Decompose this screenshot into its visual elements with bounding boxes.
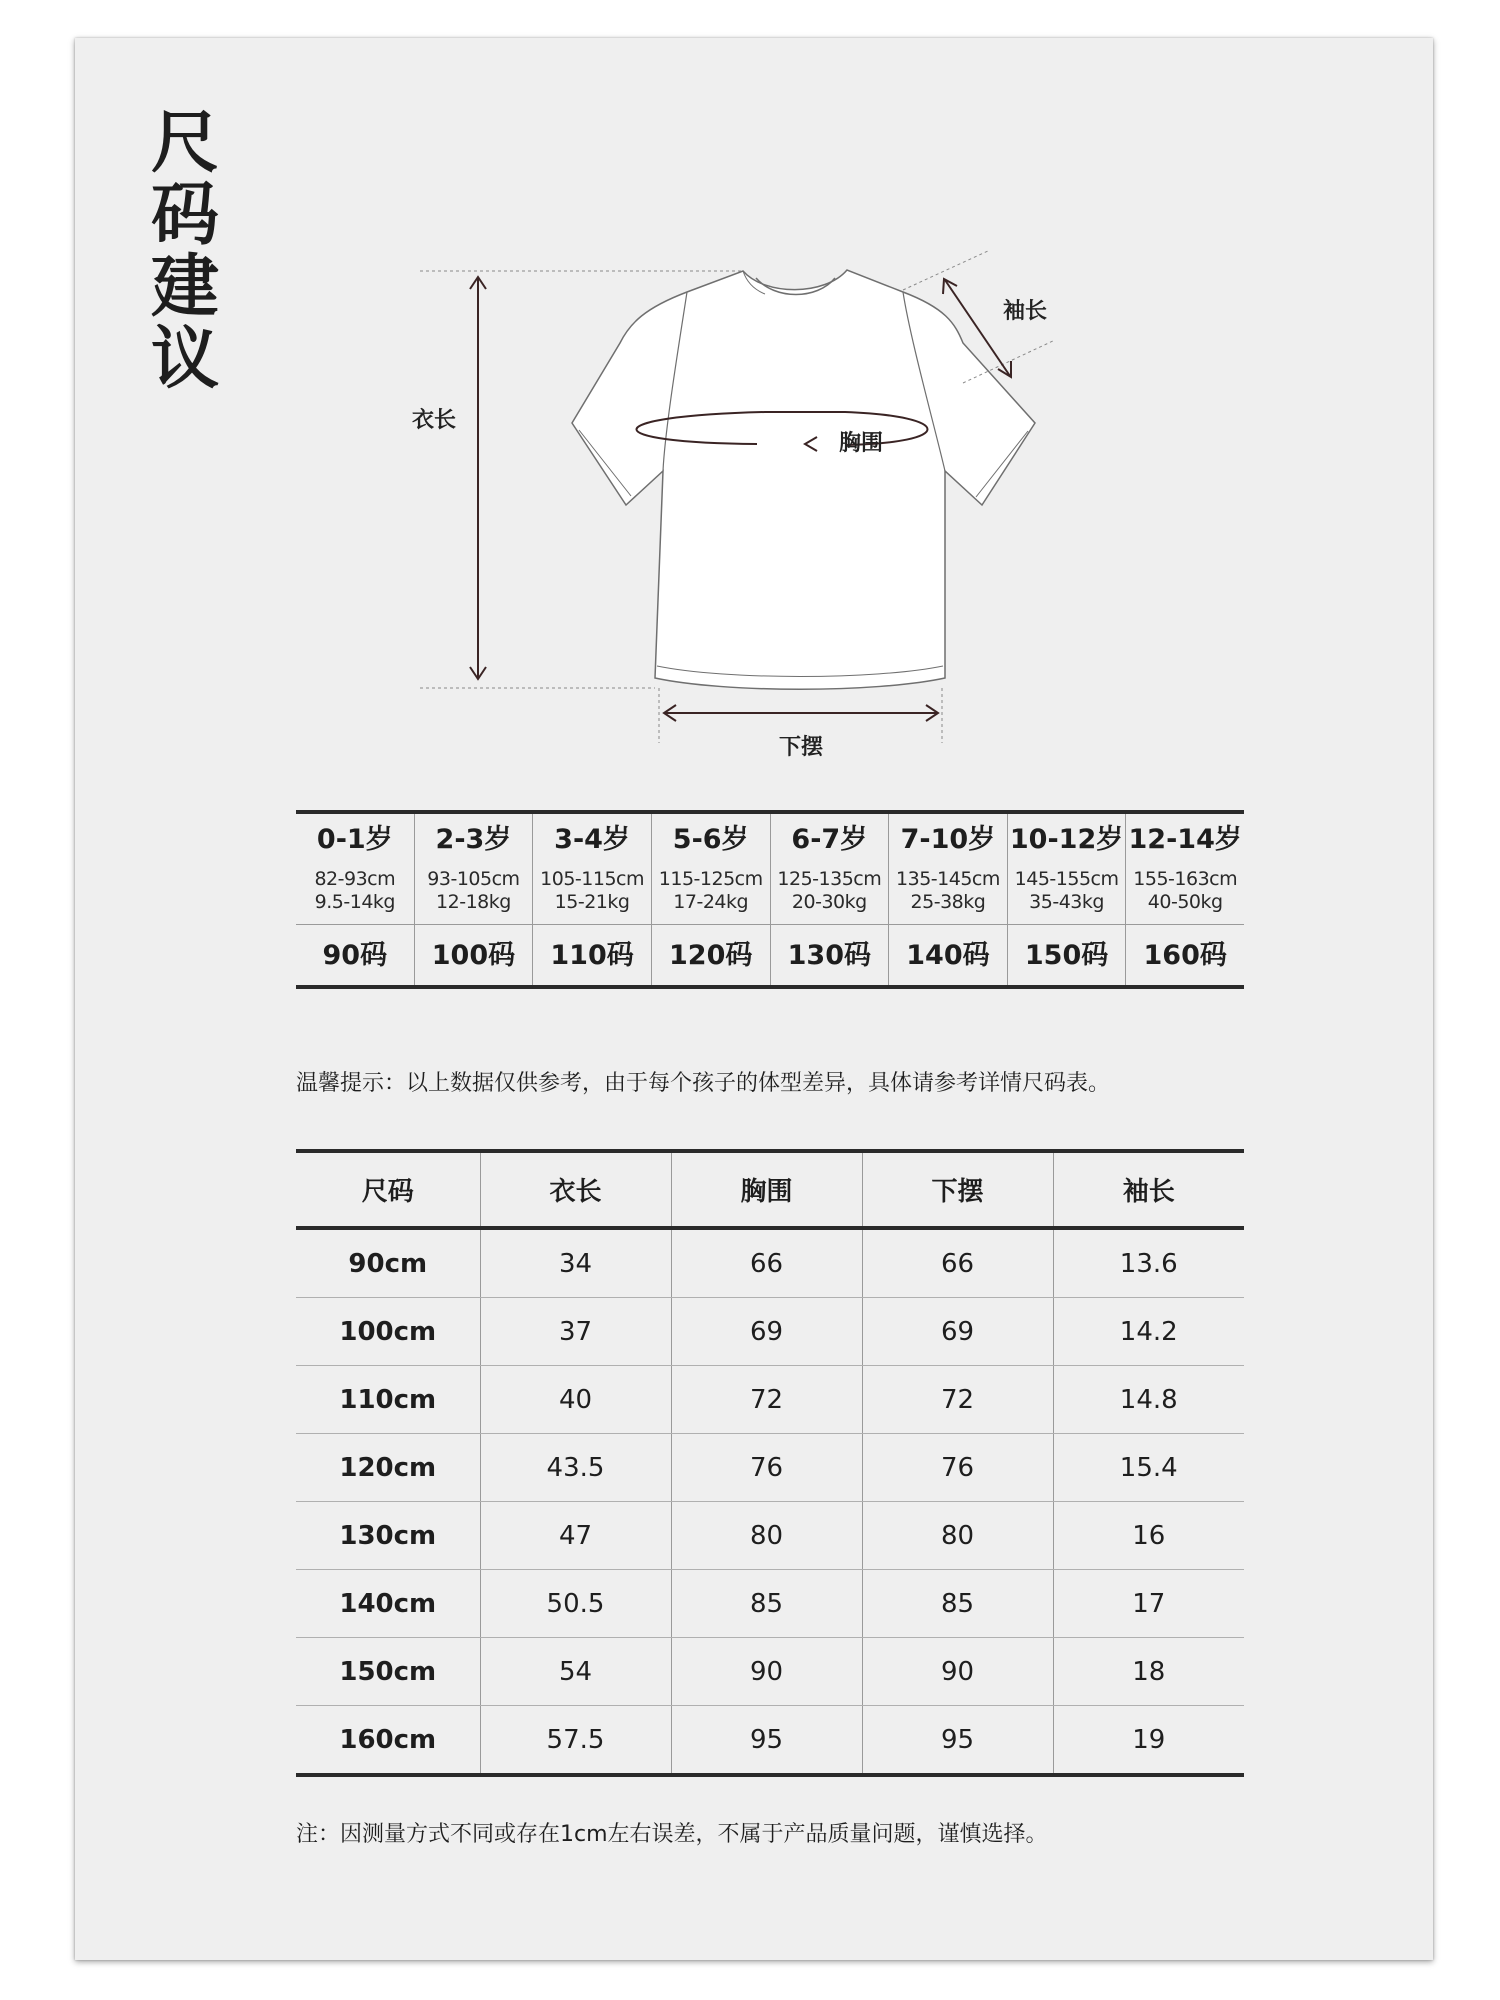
page-title: 尺码 建议 [150,104,219,399]
size-code: 90码 [296,924,414,985]
size-guide-card [75,38,1433,1960]
size-column [652,814,771,985]
table-row [296,1502,1244,1570]
age-range: 3-4岁 [554,824,630,855]
age-range: 0-1岁 [316,824,393,855]
weight-range: 12-18kg [436,891,511,913]
age-range: 5-6岁 [672,824,749,855]
table-cell: 120cm [296,1434,480,1502]
table-cell: 100cm [296,1298,480,1366]
table-cell: 19 [1053,1706,1244,1776]
column-header: 尺码 [361,1177,414,1207]
table-cell: 95 [671,1706,862,1776]
tip-note: 温馨提示：以上数据仅供参考，由于每个孩子的体型差异，具体请参考详情尺码表。 [296,1071,1111,1096]
column-header: 衣长 [480,1151,671,1228]
table-cell: 69 [862,1298,1053,1366]
table-cell: 17 [1053,1570,1244,1638]
weight-range: 35-43kg [1029,891,1104,913]
size-column [415,814,534,985]
table-cell: 14.8 [1053,1366,1244,1434]
weight-range: 17-24kg [673,891,749,913]
size-code: 100码 [415,924,533,985]
table-cell: 50.5 [480,1570,671,1638]
table-cell: 13.6 [1053,1228,1244,1298]
table-cell: 15.4 [1053,1434,1244,1502]
size-code: 160码 [1126,924,1244,985]
age-range: 12-14岁 [1128,824,1242,855]
table-cell: 37 [480,1298,671,1366]
size-code: 150码 [1008,924,1126,985]
size-column [1008,814,1127,985]
weight-range: 9.5-14kg [314,891,395,913]
height-range: 125-135cm [777,868,882,890]
length-arrow-icon [470,277,486,679]
table-cell: 90 [862,1638,1053,1706]
table-cell: 110cm [296,1366,480,1434]
hem-arrow-icon [664,705,938,721]
table-cell: 34 [480,1228,671,1298]
table-row [296,1706,1244,1776]
table-cell: 57.5 [480,1706,671,1776]
table-cell: 54 [480,1638,671,1706]
table-cell: 16 [1053,1502,1244,1570]
height-range: 82-93cm [314,868,396,890]
table-cell: 76 [671,1434,862,1502]
age-range: 7-10岁 [900,824,996,855]
weight-range: 20-30kg [791,891,867,913]
table-cell: 80 [862,1502,1053,1570]
size-recommendation-table [296,810,1244,989]
table-cell: 85 [862,1570,1053,1638]
size-code: 120码 [652,924,770,985]
tshirt-outline-icon [572,270,1035,689]
table-cell: 47 [480,1502,671,1570]
size-code: 110码 [533,924,651,985]
table-cell: 72 [671,1366,862,1434]
table-cell: 66 [671,1228,862,1298]
table-cell: 40 [480,1366,671,1434]
length-label: 衣长 [412,408,457,433]
column-header: 胸围 [671,1151,862,1228]
table-cell: 18 [1053,1638,1244,1706]
height-range: 155-163cm [1133,868,1238,890]
table-row [296,1298,1244,1366]
table-row [296,1366,1244,1434]
size-column [296,814,415,985]
weight-range: 15-21kg [554,891,630,913]
table-cell: 72 [862,1366,1053,1434]
table-cell: 69 [671,1298,862,1366]
table-cell: 90cm [296,1228,480,1298]
table-cell: 160cm [296,1706,480,1776]
height-range: 115-125cm [658,868,763,890]
column-header: 袖长 [1053,1151,1244,1228]
size-code: 130码 [771,924,889,985]
table-row [296,1570,1244,1638]
height-range: 135-145cm [896,868,1000,890]
column-header: 下摆 [862,1151,1053,1228]
table-header-row [296,1151,1244,1228]
height-range: 93-105cm [427,868,520,890]
weight-range: 25-38kg [910,891,986,913]
age-range: 10-12岁 [1009,824,1124,855]
table-cell: 90 [671,1638,862,1706]
chest-label: 胸围 [839,431,884,456]
age-range: 6-7岁 [791,824,868,855]
size-column [771,814,890,985]
table-cell: 80 [671,1502,862,1570]
height-range: 105-115cm [540,868,644,890]
weight-range: 40-50kg [1147,891,1223,913]
age-range: 2-3岁 [435,824,512,855]
disclaimer-note: 注：因测量方式不同或存在1cm左右误差，不属于产品质量问题，谨慎选择。 [296,1822,1048,1847]
height-range: 145-155cm [1014,868,1119,890]
sleeve-label: 袖长 [1003,299,1048,324]
table-cell: 14.2 [1053,1298,1244,1366]
table-cell: 76 [862,1434,1053,1502]
table-cell: 66 [862,1228,1053,1298]
size-column [889,814,1008,985]
measurement-table [296,1149,1244,1777]
tshirt-diagram [75,38,1433,798]
hem-label: 下摆 [779,735,824,760]
table-row [296,1228,1244,1298]
table-cell: 130cm [296,1502,480,1570]
size-column [1126,814,1244,985]
table-cell: 43.5 [480,1434,671,1502]
table-row [296,1638,1244,1706]
table-cell: 150cm [296,1638,480,1706]
table-cell: 85 [671,1570,862,1638]
size-code: 140码 [889,924,1007,985]
size-column [533,814,652,985]
table-cell: 140cm [296,1570,480,1638]
table-cell: 95 [862,1706,1053,1776]
table-row [296,1434,1244,1502]
